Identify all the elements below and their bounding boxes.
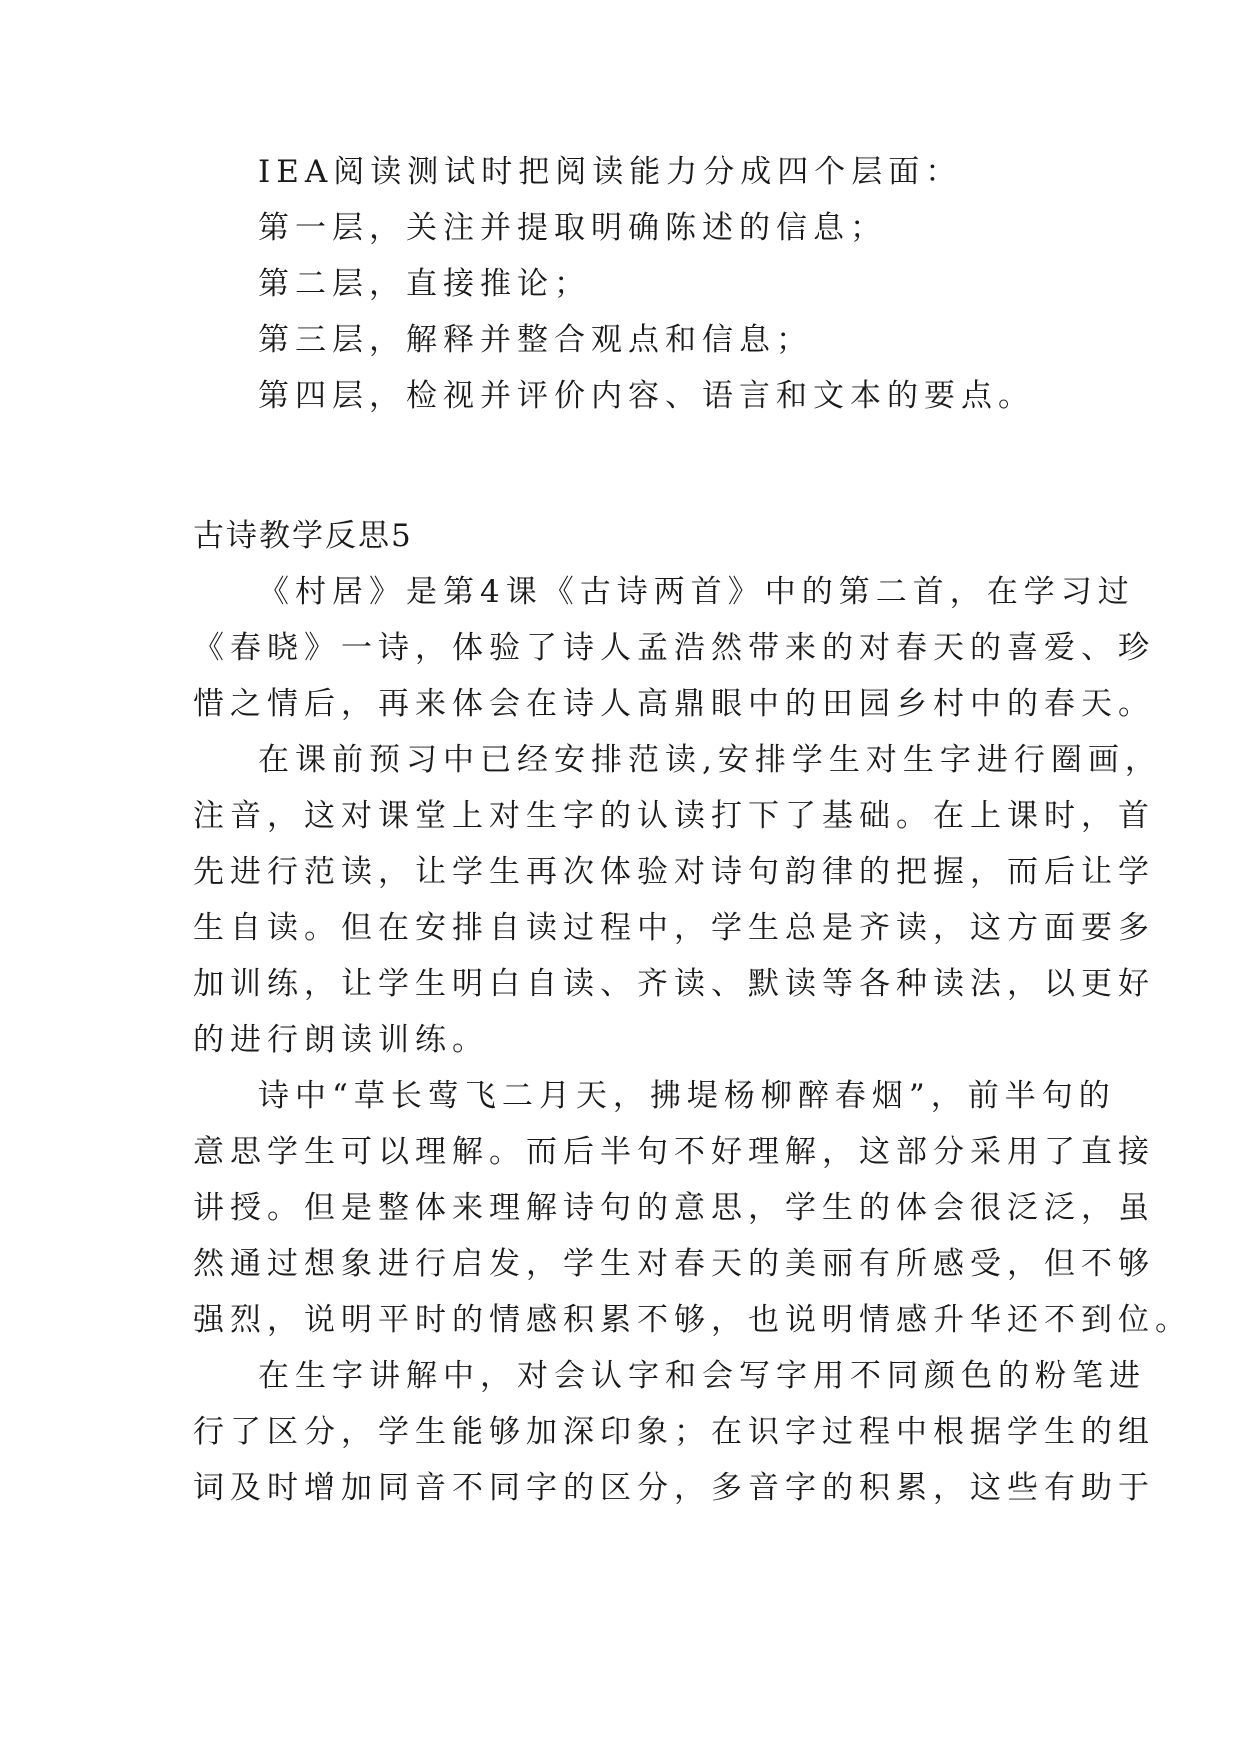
- paragraph-line: 强烈，说明平时的情感积累不够，也说明情感升华还不到位。: [193, 1302, 1192, 1338]
- intro-line: 第一层，关注并提取明确陈述的信息；: [258, 210, 887, 246]
- paragraph-line: 讲授。但是整体来理解诗句的意思，学生的体会很泛泛，虽: [193, 1190, 1155, 1226]
- paragraph-line: 注音，这对课堂上对生字的认读打下了基础。在上课时，首: [193, 798, 1155, 834]
- paragraph-line: 意思学生可以理解。而后半句不好理解，这部分采用了直接: [193, 1134, 1155, 1170]
- paragraph-line: 诗中“草长莺飞二月天，拂堤杨柳醉春烟”，前半句的: [258, 1078, 1116, 1114]
- paragraph-line: 在生字讲解中，对会认字和会写字用不同颜色的粉笔进: [258, 1358, 1146, 1394]
- paragraph-line: 先进行范读，让学生再次体验对诗句韵律的把握，而后让学: [193, 854, 1155, 890]
- paragraph-line: 生自读。但在安排自读过程中，学生总是齐读，这方面要多: [193, 910, 1155, 946]
- intro-line: 第三层，解释并整合观点和信息；: [258, 322, 813, 358]
- intro-line: 第四层，检视并评价内容、语言和文本的要点。: [258, 378, 1035, 414]
- intro-line: IEA阅读测试时把阅读能力分成四个层面：: [258, 154, 963, 190]
- section-title: 古诗教学反思5: [193, 518, 413, 554]
- paragraph-line: 在课前预习中已经安排范读,安排学生对生字进行圈画，: [258, 742, 1162, 778]
- paragraph-line: 词及时增加同音不同字的区分，多音字的积累，这些有助于: [193, 1470, 1155, 1506]
- paragraph-line: 《村居》是第4课《古诗两首》中的第二首，在学习过: [258, 574, 1135, 610]
- intro-line: 第二层，直接推论；: [258, 266, 591, 302]
- paragraph-line: 然通过想象进行启发，学生对春天的美丽有所感受，但不够: [193, 1246, 1155, 1282]
- paragraph-line: 《春晓》一诗，体验了诗人孟浩然带来的对春天的喜爱、珍: [193, 630, 1155, 666]
- paragraph-line: 加训练，让学生明白自读、齐读、默读等各种读法，以更好: [193, 966, 1155, 1002]
- paragraph-line: 行了区分，学生能够加深印象；在识字过程中根据学生的组: [193, 1414, 1155, 1450]
- paragraph-line: 惜之情后，再来体会在诗人高鼎眼中的田园乡村中的春天。: [193, 686, 1155, 722]
- paragraph-line: 的进行朗读训练。: [193, 1022, 489, 1058]
